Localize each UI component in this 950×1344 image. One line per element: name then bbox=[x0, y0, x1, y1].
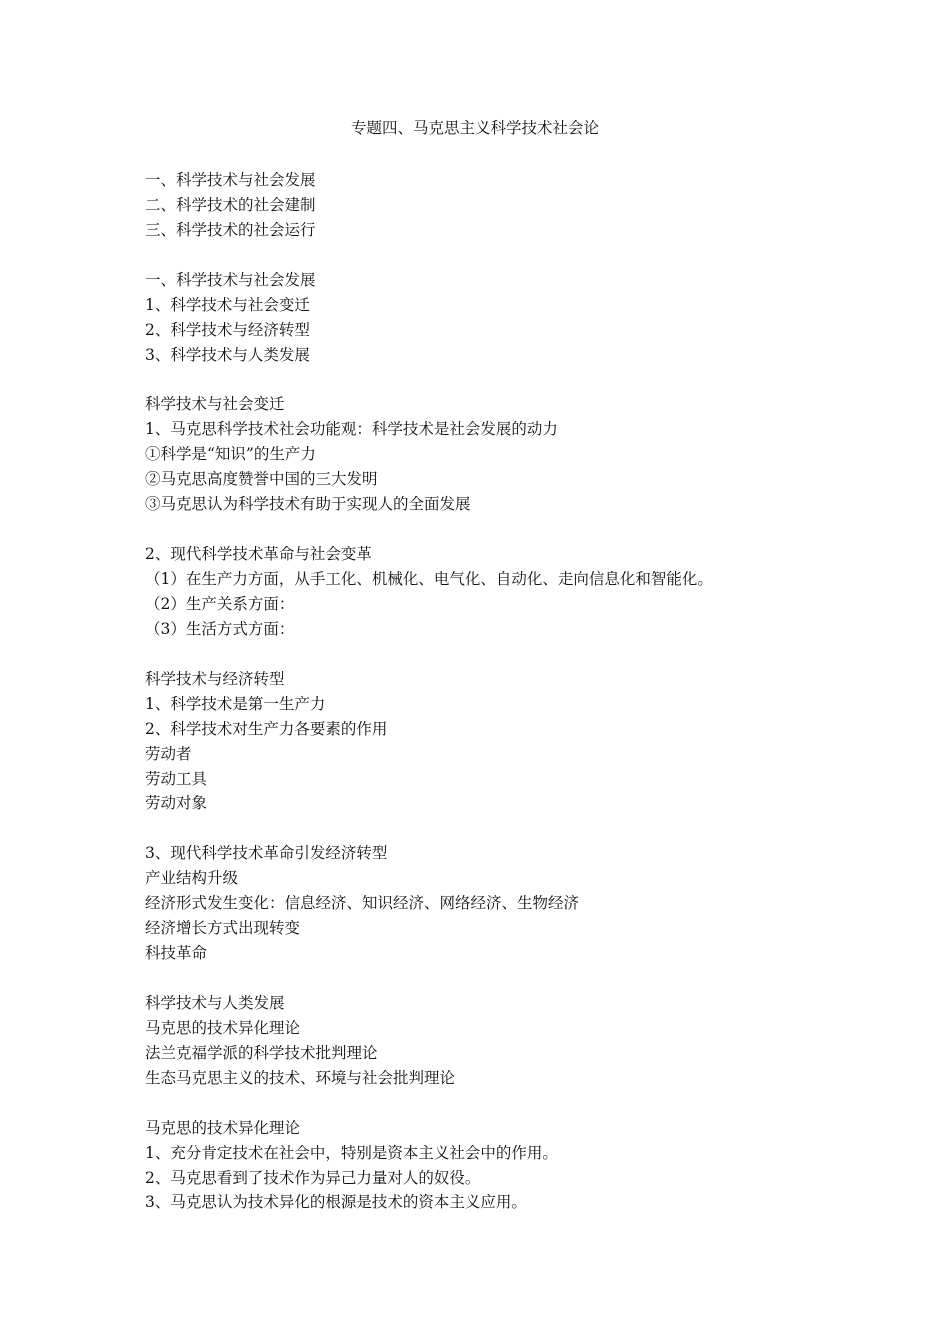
section-block-economic-transformation bbox=[145, 841, 865, 966]
section-heading: 2、现代科学技术革命与社会变革 bbox=[145, 545, 372, 564]
section-block-revolution bbox=[145, 542, 865, 642]
text-line: 1、马克思科学技术社会功能观：科学技术是社会发展的动力 bbox=[145, 420, 558, 439]
text-line: ②马克思高度赞誉中国的三大发明 bbox=[145, 470, 378, 489]
text-line: 2、科学技术与经济转型 bbox=[145, 320, 310, 339]
text-line: 产业结构升级 bbox=[145, 869, 239, 888]
paragraph-gap bbox=[145, 243, 865, 268]
text-line: 1、科学技术是第一生产力 bbox=[145, 694, 326, 713]
section-heading: 科学技术与人类发展 bbox=[145, 993, 285, 1012]
text-line: ①科学是“知识”的生产力 bbox=[145, 445, 316, 464]
text-line: 经济形式发生变化：信息经济、知识经济、网络经济、生物经济 bbox=[145, 894, 580, 913]
section-heading: 马克思的技术异化理论 bbox=[145, 1118, 301, 1137]
text-line: 1、科学技术与社会变迁 bbox=[145, 295, 310, 314]
section-block-alienation bbox=[145, 1116, 865, 1216]
text-line: 法兰克福学派的科学技术批判理论 bbox=[145, 1043, 378, 1062]
text-line: 三、科学技术的社会运行 bbox=[145, 220, 316, 239]
text-line: 2、马克思看到了技术作为异己力量对人的奴役。 bbox=[145, 1168, 481, 1187]
text-line: 劳动工具 bbox=[145, 769, 208, 788]
text-line: 劳动者 bbox=[145, 744, 192, 763]
paragraph-gap bbox=[145, 1091, 865, 1116]
text-line: 生态马克思主义的技术、环境与社会批判理论 bbox=[145, 1068, 456, 1087]
document-body bbox=[145, 168, 865, 1215]
section-block-human-development bbox=[145, 991, 865, 1091]
section-block-development bbox=[145, 268, 865, 368]
section-block-economy bbox=[145, 667, 865, 817]
paragraph-gap bbox=[145, 816, 865, 841]
section-block-social-change bbox=[145, 392, 865, 517]
section-heading: 一、科学技术与社会发展 bbox=[145, 270, 316, 289]
text-line: ③马克思认为科学技术有助于实现人的全面发展 bbox=[145, 495, 471, 514]
document-title: 专题四、马克思主义科学技术社会论 bbox=[350, 119, 599, 137]
text-line: 科技革命 bbox=[145, 944, 208, 963]
text-line: 经济增长方式出现转变 bbox=[145, 919, 301, 938]
text-line: 劳动对象 bbox=[145, 794, 208, 813]
text-line: 二、科学技术的社会建制 bbox=[145, 195, 316, 214]
text-line: 马克思的技术异化理论 bbox=[145, 1018, 301, 1037]
paragraph-gap bbox=[145, 517, 865, 542]
text-line: 2、科学技术对生产力各要素的作用 bbox=[145, 719, 388, 738]
text-line: （2）生产关系方面： bbox=[145, 594, 295, 613]
section-block-outline bbox=[145, 168, 865, 243]
text-line: （1）在生产力方面，从手工化、机械化、电气化、自动化、走向信息化和智能化。 bbox=[145, 570, 713, 588]
paragraph-gap bbox=[145, 966, 865, 991]
text-line: 3、马克思认为技术异化的根源是技术的资本主义应用。 bbox=[145, 1193, 527, 1212]
paragraph-gap bbox=[145, 368, 865, 393]
section-heading: 科学技术与社会变迁 bbox=[145, 395, 285, 414]
text-line: 1、充分肯定技术在社会中，特别是资本主义社会中的作用。 bbox=[145, 1143, 558, 1162]
section-heading: 科学技术与经济转型 bbox=[145, 669, 285, 688]
section-heading: 3、现代科学技术革命引发经济转型 bbox=[145, 844, 388, 863]
text-line: （3）生活方式方面： bbox=[145, 619, 295, 638]
text-line: 一、科学技术与社会发展 bbox=[145, 171, 316, 189]
paragraph-gap bbox=[145, 642, 865, 667]
text-line: 3、科学技术与人类发展 bbox=[145, 345, 310, 364]
